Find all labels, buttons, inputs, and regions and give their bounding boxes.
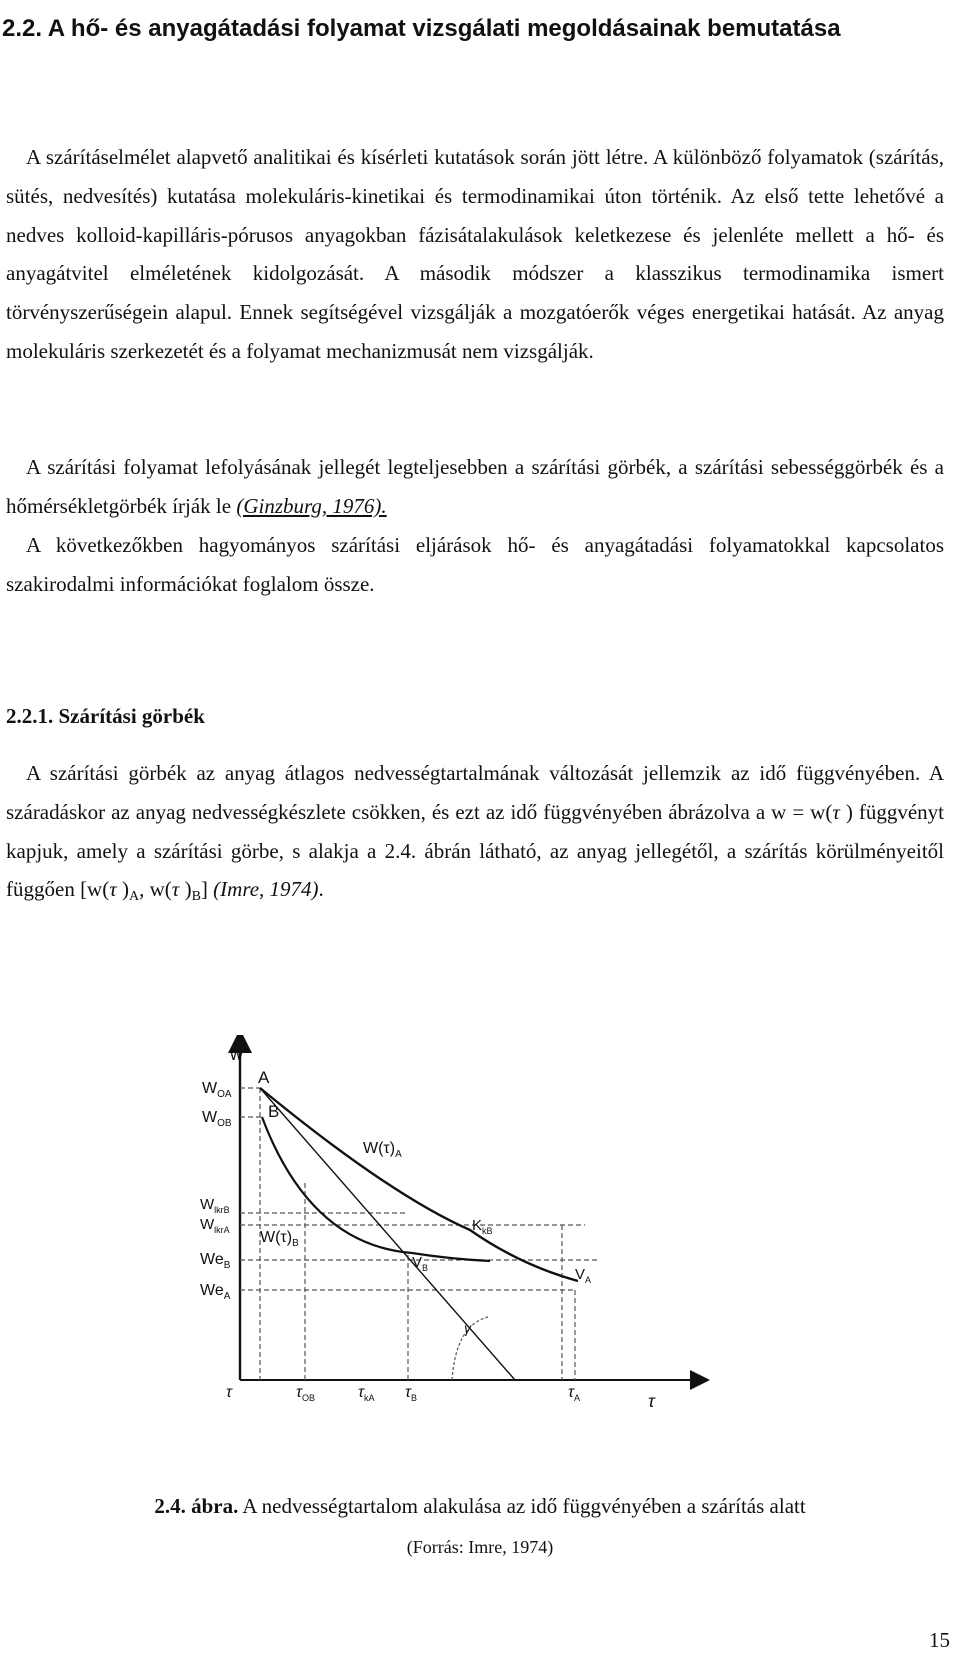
tau-0-label: τ (226, 1384, 232, 1401)
figure-number: 2.4. ábra. (154, 1494, 239, 1518)
tau-axis-label: τ (648, 1391, 655, 1411)
curve-a-label: $W(\tau)_A$ (363, 1140, 402, 1160)
tau-ka-label: $\tau_{kA}$ (358, 1384, 375, 1403)
subscript: B (191, 889, 201, 905)
text-segment: ) függvényt kapjuk, amely a szárítási görbe, s alakja a 2.4. ábrán látható, az anyag jellegétől, a szárítás körülményeitől függően [w( (6, 799, 944, 902)
citation-ginzburg: (Ginzburg, 1976). (236, 493, 387, 518)
text-segment: , w( (139, 877, 172, 902)
text-segment: ) (116, 877, 129, 902)
label-w0a: $W_{OA}$ (202, 1080, 232, 1100)
label-web: $We_B$ (200, 1251, 231, 1271)
vb-label: $V_B$ (412, 1254, 429, 1273)
curve-b-label: $W(\tau)_B$ (260, 1229, 299, 1249)
tau-b-label: $\tau_B$ (405, 1384, 417, 1403)
caption-text: A nedvességtartalom alakulása az idő függvényében a szárítás alatt (238, 1494, 806, 1518)
point-b-label: B (268, 1102, 280, 1121)
curve-w-tau-a (260, 1088, 578, 1281)
label-w0b: $W_{OB}$ (202, 1109, 232, 1129)
text-segment: ] (200, 877, 214, 902)
va-label: $V_A$ (575, 1266, 592, 1285)
label-wlkrb: $W_{lkrB}$ (200, 1196, 230, 1215)
paragraph-intro: A szárításelmélet alapvető analitikai és kísérleti kutatások során jött létre. A különböző folyamatok (szárítás, sütés, nedvesítés) kutatása molekuláris-kinetikai és termodinamikai úton történik. Az első tette lehetővé a nedves kolloid-kapilláris-pórusos anyagokban fázisátalakulások keletkezese és jelenléte mellett a hő- és anyagátvitel elméletének kidolgozását. A második módszer a klasszikus termodinamika ismert törvényszerűségein alapul. Ennek segítségével vizsgálják a mozgatóerők véges energetikai hatását. Az anyag molekuláris szerkezetét és a folyamat mechanizmusát nem vizsgálják. (6, 145, 944, 363)
citation-imre: (Imre, 1974) (213, 877, 319, 902)
label-wea: $We_A$ (200, 1282, 231, 1302)
angle-label: γ (464, 1320, 471, 1336)
label-wlkra: $W_{lkrA}$ (200, 1216, 230, 1235)
drying-curve-figure (190, 1035, 710, 1480)
tau-symbol: τ (171, 877, 180, 902)
point-a-label: A (258, 1068, 270, 1087)
kkr-label: $K_{kB}$ (472, 1217, 493, 1236)
paragraph-drying-curves (6, 448, 944, 526)
paragraph-curve-definition (6, 754, 944, 917)
text-segment: ) (179, 877, 192, 902)
tau-symbol: τ (109, 877, 117, 902)
figure-source: (Forrás: Imre, 1974) (406, 1537, 554, 1557)
tau-ob-label: $\tau_{OB}$ (296, 1384, 315, 1403)
tau-a-label: $\tau_A$ (568, 1384, 580, 1403)
text-segment: . (318, 877, 324, 902)
tau-symbol: τ (832, 799, 840, 824)
drying-curve-diagram (190, 1035, 710, 1480)
w-axis-label: w (230, 1044, 243, 1064)
subscript: A (129, 889, 140, 905)
paragraph-summary: A következőkben hagyományos szárítási eljárások hő- és anyagátadási folyamatokkal kapcsolatos szakirodalmi információkat foglalom össze. (6, 533, 944, 596)
section-heading: 2.2. A hő- és anyagátadási folyamat vizsgálati megoldásainak bemutatása (2, 15, 841, 42)
text-segment: A szárítási görbék az anyag átlagos nedvességtartalmának változását jellemzik az idő függvényében. A száradáskor az anyag nedvességkészlete csökken, és ezt az idő függvényében ábrázolva a w = w( (6, 761, 944, 824)
subsection-heading: 2.2.1. Szárítási görbék (6, 704, 205, 728)
paragraph-text: A szárítási folyamat lefolyásának jellegét legteljesebben a szárítási görbék, a szárítási sebességgörbék és a hőmérsékletgörbék írják le (6, 455, 944, 518)
page-number: 15 (929, 1628, 950, 1652)
figure-caption (0, 1494, 960, 1519)
